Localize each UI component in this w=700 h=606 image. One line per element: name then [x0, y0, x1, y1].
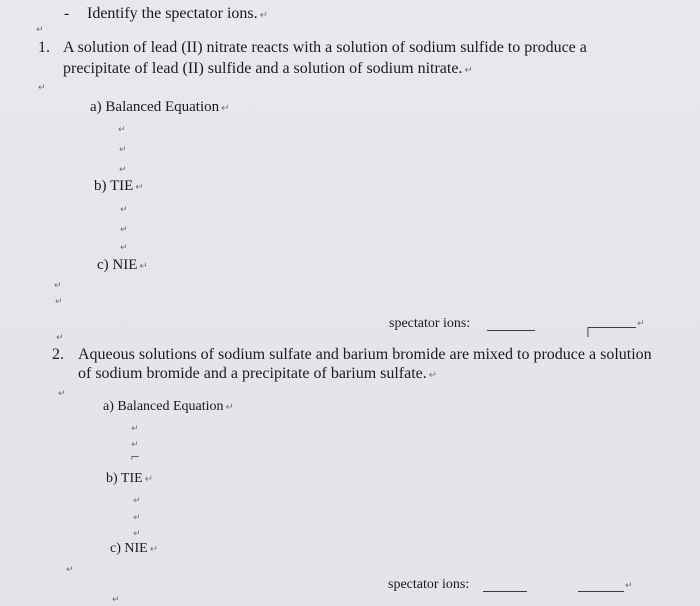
paragraph-mark: ↵ — [36, 25, 44, 35]
q1-spectator-blank-2[interactable] — [588, 327, 636, 328]
paragraph-mark: ↵ — [54, 281, 62, 291]
paragraph-mark: ↵ — [55, 297, 63, 307]
text-cursor-icon: I — [586, 326, 590, 341]
paragraph-mark: ↵ — [120, 225, 128, 235]
paragraph-mark: ↵ — [112, 595, 120, 605]
q2-number: 2. — [52, 346, 64, 363]
paragraph-mark: ↵ — [120, 243, 128, 253]
q2-spectator-blank-1[interactable] — [483, 591, 527, 592]
paragraph-mark: ↵ — [131, 440, 139, 450]
q1-part-a-label: a) Balanced Equation ↵ — [90, 99, 230, 115]
paragraph-mark: ↵ — [133, 496, 141, 506]
header-bullet: - — [64, 5, 70, 22]
q2-part-a-label: a) Balanced Equation ↵ — [103, 399, 234, 414]
q2-spectator-label: spectator ions: — [388, 577, 470, 592]
q1-text-line1: A solution of lead (II) nitrate reacts with a solution of sodium sulfide to produce a — [63, 39, 587, 56]
q2-text-line2: of sodium bromide and a precipitate of barium sulfate. ↵ — [78, 365, 438, 382]
paragraph-mark: ↵ — [133, 529, 141, 539]
q2-part-b-label: b) TIE ↵ — [106, 471, 154, 486]
paragraph-mark: ↵ — [131, 424, 139, 434]
q1-spectator-label: spectator ions: — [389, 316, 471, 331]
q1-part-c-label: c) NIE ↵ — [97, 257, 148, 273]
paragraph-mark: ↵ — [38, 83, 46, 93]
paragraph-mark: ↵ — [66, 565, 74, 575]
paragraph-mark: ↵ — [637, 319, 645, 329]
paragraph-mark: ↵ — [119, 165, 127, 175]
paragraph-mark: ↵ — [58, 389, 66, 399]
paragraph-mark: ↵ — [625, 581, 633, 591]
text-cursor-icon: ⌐ — [130, 450, 141, 464]
paragraph-mark: ↵ — [133, 513, 141, 523]
q2-spectator-blank-2[interactable] — [578, 591, 624, 592]
paragraph-mark: ↵ — [119, 145, 127, 155]
paragraph-mark: ↵ — [56, 333, 64, 343]
q1-number: 1. — [38, 39, 50, 56]
paragraph-mark: ↵ — [118, 125, 126, 135]
q1-spectator-blank-1[interactable] — [487, 330, 535, 331]
header-instruction: Identify the spectator ions. ↵ — [87, 5, 269, 22]
q2-part-c-label: c) NIE ↵ — [110, 541, 159, 556]
q1-part-b-label: b) TIE ↵ — [94, 178, 144, 194]
q2-text-line1: Aqueous solutions of sodium sulfate and barium bromide are mixed to produce a solution — [78, 346, 652, 363]
paragraph-mark: ↵ — [120, 205, 128, 215]
q1-text-line2: precipitate of lead (II) sulfide and a solution of sodium nitrate. ↵ — [63, 60, 473, 77]
